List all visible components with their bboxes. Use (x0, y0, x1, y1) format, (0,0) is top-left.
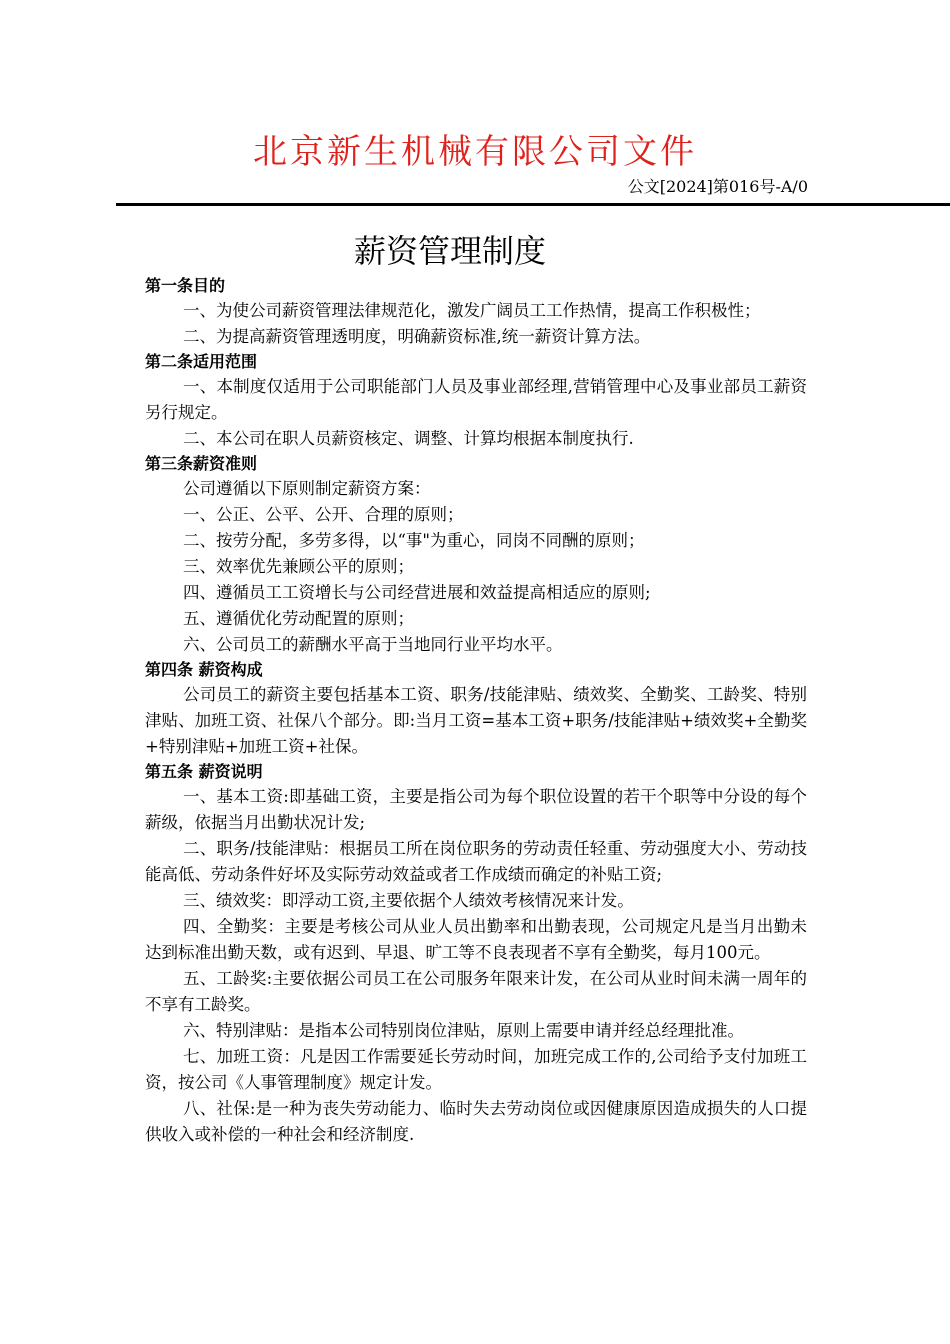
header-divider (116, 203, 950, 206)
paragraph: 六、特别津贴：是指本公司特别岗位津贴，原则上需要申请并经总经理批准。 (183, 1021, 744, 1040)
section (145, 452, 807, 658)
section-heading: 第一条目的 (145, 276, 226, 295)
paragraph: 四、全勤奖：主要是考核公司从业人员出勤率和出勤表现，公司规定凡是当月出勤未达到标准出勤天数，或有迟到、早退、旷工等不良表现者不享有全勤奖，每月100元。 (145, 917, 807, 962)
paragraph: 公司遵循以下原则制定薪资方案： (183, 479, 431, 498)
doc-number: 公文[2024]第016号-A/0 (627, 177, 808, 196)
section (145, 350, 807, 452)
paragraph: 二、为提高薪资管理透明度，明确薪资标准,统一薪资计算方法。 (183, 327, 651, 346)
paragraph: 四、遵循员工工资增长与公司经营进展和效益提高相适应的原则; (183, 583, 651, 602)
paragraph: 六、公司员工的薪酬水平高于当地同行业平均水平。 (183, 635, 563, 654)
document-body (145, 274, 807, 1148)
paragraph: 三、效率优先兼顾公平的原则； (183, 557, 414, 576)
section-heading: 第三条薪资准则 (145, 454, 258, 473)
section (145, 760, 807, 1148)
section (145, 274, 807, 350)
paragraph: 三、绩效奖：即浮动工资,主要依据个人绩效考核情况来计发。 (183, 891, 634, 910)
paragraph: 公司员工的薪资主要包括基本工资、职务/技能津贴、绩效奖、全勤奖、工龄奖、特别津贴、加班工资、社保八个部分。即:当月工资=基本工资+职务/技能津贴+绩效奖+全勤奖+特别津贴+加班工资+社保。 (145, 685, 807, 756)
section-heading: 第二条适用范围 (145, 352, 258, 371)
org-title: 北京新生机械有限公司文件 (253, 132, 697, 172)
paragraph: 五、工龄奖:主要依据公司员工在公司服务年限来计发，在公司从业时间未满一周年的不享有工龄奖。 (145, 969, 807, 1014)
section-heading: 第四条 薪资构成 (145, 660, 263, 679)
document-title: 薪资管理制度 (353, 232, 546, 270)
section (145, 658, 807, 760)
paragraph: 二、按劳分配，多劳多得，以“事"为重心，同岗不同酬的原则； (183, 531, 645, 550)
paragraph: 七、加班工资：凡是因工作需要延长劳动时间，加班完成工作的,公司给予支付加班工资，按公司《人事管理制度》规定计发。 (145, 1047, 807, 1092)
paragraph: 一、为使公司薪资管理法律规范化，激发广阔员工工作热情，提高工作积极性； (183, 301, 761, 320)
paragraph: 一、本制度仅适用于公司职能部门人员及事业部经理,营销管理中心及事业部员工薪资另行规定。 (145, 377, 807, 422)
paragraph: 一、公正、公平、公开、合理的原则； (183, 505, 464, 524)
paragraph: 二、职务/技能津贴：根据员工所在岗位职务的劳动责任轻重、劳动强度大小、劳动技能高低、劳动条件好坏及实际劳动效益或者工作成绩而确定的补贴工资; (145, 839, 807, 884)
paragraph: 八、社保:是一种为丧失劳动能力、临时失去劳动岗位或因健康原因造成损失的人口提供收入或补偿的一种社会和经济制度. (145, 1099, 807, 1144)
paragraph: 二、本公司在职人员薪资核定、调整、计算均根据本制度执行. (183, 429, 634, 448)
section-heading: 第五条 薪资说明 (145, 762, 263, 781)
paragraph: 五、遵循优化劳动配置的原则； (183, 609, 414, 628)
paragraph: 一、基本工资:即基础工资，主要是指公司为每个职位设置的若干个职等中分设的每个薪级，依据当月出勤状况计发; (145, 787, 807, 832)
